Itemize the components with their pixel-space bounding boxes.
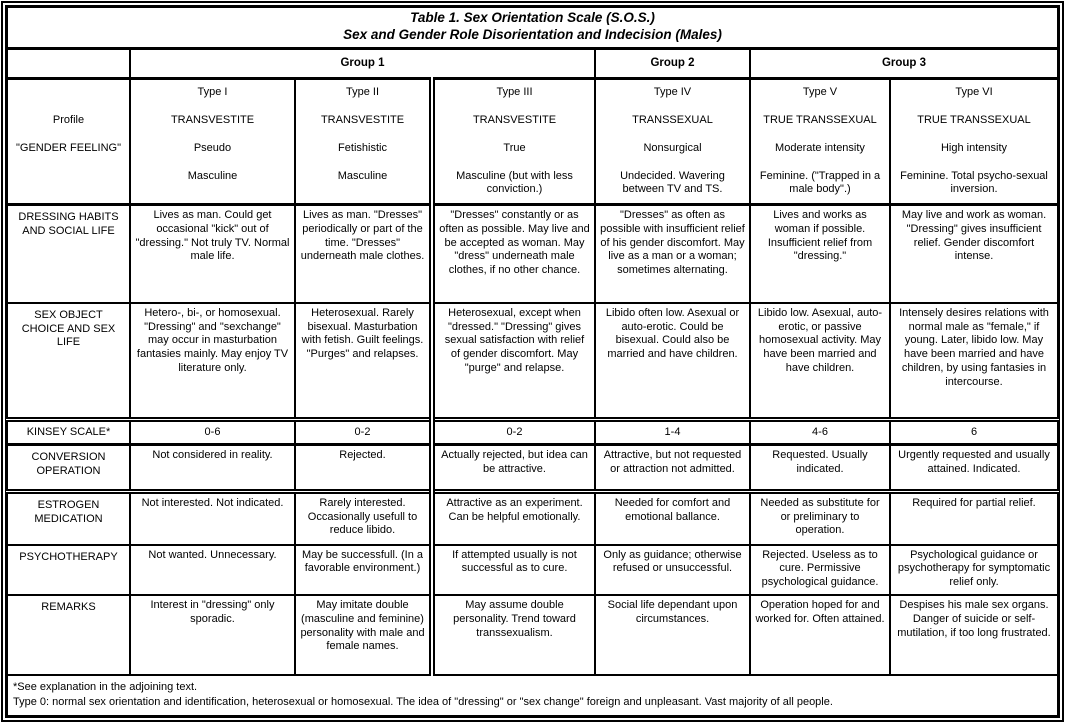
sex-object-row-label: SEX OBJECT CHOICE AND SEX LIFE	[7, 303, 130, 420]
psychotherapy-type-5: Rejected. Useless as to cure. Permissive psychological guidance.	[750, 545, 890, 595]
profile-row	[7, 79, 1058, 205]
footnote-type-0: Type 0: normal sex orientation and identification, heterosexual or homosexual. The idea of "dressing" or "sex change" foreign and unpleasant. Vast majority of all people.	[13, 695, 833, 708]
kinsey-row-label: KINSEY SCALE*	[7, 420, 130, 445]
kinsey-type-3: 0-2	[432, 420, 595, 445]
profile-label-line1: Profile	[52, 114, 85, 127]
sex-object-row	[7, 303, 1058, 420]
remarks-type-4: Social life dependant upon circumstances.	[595, 595, 750, 675]
type-name: TRANSVESTITE	[170, 114, 255, 127]
remarks-type-2: May imitate double (masculine and feminine) personality with male and female names.	[295, 595, 432, 675]
conversion-type-6: Urgently requested and usually attained. Indicated.	[890, 444, 1058, 491]
group-1-header: Group 1	[130, 48, 595, 79]
dressing-type-5: Lives and works as woman if possible. Insufficient relief from "dressing."	[750, 205, 890, 303]
kinsey-type-6: 6	[890, 420, 1058, 445]
conversion-type-5: Requested. Usually indicated.	[750, 444, 890, 491]
table-outer-frame	[1, 1, 1064, 722]
type-subtype: Pseudo	[193, 141, 232, 154]
type-subtype: Nonsurgical	[643, 141, 702, 154]
sex-object-type-4: Libido often low. Asexual or auto-erotic. Could be bisexual. Could also be married and have children.	[595, 303, 750, 420]
type-subtype: Fetishistic	[338, 141, 387, 154]
type-feeling: Feminine. ("Trapped in a male body".)	[759, 169, 881, 196]
profile-type-5	[750, 79, 890, 205]
sex-object-type-2: Heterosexual. Rarely bisexual. Masturbation with fetish. Guilt feelings. "Purges" and relapses.	[295, 303, 432, 420]
dressing-type-4: "Dresses" as often as possible with insufficient relief of his gender discomfort. May live as a man or a woman; sometimes alternating.	[595, 205, 750, 303]
estrogen-row-label: ESTROGEN MEDICATION	[7, 491, 130, 544]
profile-type-3	[432, 79, 595, 205]
kinsey-scale-row	[7, 420, 1058, 445]
type-number: Type II	[345, 86, 380, 99]
remarks-type-6: Despises his male sex organs. Danger of suicide or self-mutilation, if too long frustrated.	[890, 595, 1058, 675]
group-3-header: Group 3	[750, 48, 1058, 79]
type-feeling: Masculine (but with less conviction.)	[456, 169, 573, 196]
estrogen-type-5: Needed as substitute for or preliminary to operation.	[750, 491, 890, 544]
remarks-row	[7, 595, 1058, 675]
kinsey-type-5: 4-6	[750, 420, 890, 445]
type-subtype: High intensity	[940, 141, 1008, 154]
table-title-line1: Table 1. Sex Orientation Scale (S.O.S.)	[410, 10, 655, 26]
type-name: TRUE TRANSSEXUAL	[917, 114, 1031, 127]
type-feeling: Feminine. Total psycho-sexual inversion.	[900, 169, 1048, 196]
dressing-type-3: "Dresses" constantly or as often as possible. May live and be accepted as woman. May "dress" underneath male clothes, if no other chance.	[432, 205, 595, 303]
table-title-cell	[7, 7, 1058, 48]
psychotherapy-row	[7, 545, 1058, 595]
psychotherapy-type-1: Not wanted. Unnecessary.	[130, 545, 295, 595]
conversion-type-4: Attractive, but not requested or attraction not admitted.	[595, 444, 750, 491]
table-inner-frame	[5, 5, 1060, 718]
type-number: Type IV	[653, 86, 692, 99]
dressing-type-2: Lives as man. "Dresses" periodically or part of the time. "Dresses" underneath male clothes.	[295, 205, 432, 303]
conversion-operation-row	[7, 444, 1058, 491]
psychotherapy-row-label: PSYCHOTHERAPY	[7, 545, 130, 595]
sex-object-type-3: Heterosexual, except when "dressed." "Dressing" gives sexual satisfaction with relief of gender discomfort. May "purge" and relapse.	[432, 303, 595, 420]
profile-type-4	[595, 79, 750, 205]
profile-type-6	[890, 79, 1058, 205]
sex-object-type-1: Hetero-, bi-, or homosexual. "Dressing" and "sexchange" may occur in masturbation fantasies mainly. May enjoy TV literature only.	[130, 303, 295, 420]
dressing-row-label: DRESSING HABITS AND SOCIAL LIFE	[7, 205, 130, 303]
group-header-empty-cell	[7, 48, 130, 79]
profile-type-1	[130, 79, 295, 205]
estrogen-type-1: Not interested. Not indicated.	[130, 491, 295, 544]
psychotherapy-type-6: Psychological guidance or psychotherapy for symptomatic relief only.	[890, 545, 1058, 595]
estrogen-type-2: Rarely interested. Occasionally usefull to reduce libido.	[295, 491, 432, 544]
footnotes-cell	[7, 675, 1058, 716]
sex-object-type-5: Libido low. Asexual, auto-erotic, or passive homosexual activity. May have been married and have children.	[750, 303, 890, 420]
footnote-asterisk: *See explanation in the adjoining text.	[13, 680, 198, 693]
type-subtype: True	[503, 141, 526, 154]
remarks-type-3: May assume double personality. Trend toward transsexualism.	[432, 595, 595, 675]
type-number: Type V	[802, 86, 838, 99]
dressing-habits-row	[7, 205, 1058, 303]
conversion-type-2: Rejected.	[295, 444, 432, 491]
psychotherapy-type-3: If attempted usually is not successful as to cure.	[432, 545, 595, 595]
dressing-type-1: Lives as man. Could get occasional "kick" out of "dressing." Not truly TV. Normal male life.	[130, 205, 295, 303]
group-header-row	[7, 48, 1058, 79]
type-feeling: Masculine	[337, 169, 388, 182]
estrogen-medication-row	[7, 491, 1058, 544]
sex-object-type-6: Intensely desires relations with normal male as "female," if young. Later, libido low. May have been married and have children, by using fantasies in intercourse.	[890, 303, 1058, 420]
type-number: Type I	[197, 86, 228, 99]
type-name: TRANSVESTITE	[320, 114, 405, 127]
type-name: TRANSSEXUAL	[632, 114, 713, 127]
sex-orientation-scale-table	[6, 6, 1059, 717]
kinsey-type-1: 0-6	[130, 420, 295, 445]
footnotes-row	[7, 675, 1058, 716]
title-row	[7, 7, 1058, 48]
profile-type-2	[295, 79, 432, 205]
estrogen-type-3: Attractive as an experiment. Can be helpful emotionally.	[432, 491, 595, 544]
estrogen-type-4: Needed for comfort and emotional ballance.	[595, 491, 750, 544]
conversion-type-3: Actually rejected, but idea can be attractive.	[432, 444, 595, 491]
profile-row-label	[7, 79, 130, 205]
dressing-type-6: May live and work as woman. "Dressing" gives insufficient relief. Gender discomfort intense.	[890, 205, 1058, 303]
kinsey-type-2: 0-2	[295, 420, 432, 445]
remarks-row-label: REMARKS	[7, 595, 130, 675]
type-feeling: Masculine	[187, 169, 238, 182]
profile-label-line2: "GENDER FEELING"	[16, 142, 121, 155]
conversion-row-label: CONVERSION OPERATION	[7, 444, 130, 491]
type-name: TRUE TRANSSEXUAL	[763, 114, 877, 127]
type-number: Type III	[496, 86, 533, 99]
table-title-line2: Sex and Gender Role Disorientation and Indecision (Males)	[343, 27, 722, 43]
psychotherapy-type-2: May be successfull. (In a favorable environment.)	[295, 545, 432, 595]
type-subtype: Moderate intensity	[775, 141, 865, 154]
remarks-type-1: Interest in "dressing" only sporadic.	[130, 595, 295, 675]
kinsey-type-4: 1-4	[595, 420, 750, 445]
type-number: Type VI	[955, 86, 993, 99]
estrogen-type-6: Required for partial relief.	[890, 491, 1058, 544]
remarks-type-5: Operation hoped for and worked for. Often attained.	[750, 595, 890, 675]
conversion-type-1: Not considered in reality.	[130, 444, 295, 491]
group-2-header: Group 2	[595, 48, 750, 79]
type-feeling: Undecided. Wavering between TV and TS.	[620, 169, 725, 196]
type-name: TRANSVESTITE	[472, 114, 557, 127]
psychotherapy-type-4: Only as guidance; otherwise refused or unsuccessful.	[595, 545, 750, 595]
